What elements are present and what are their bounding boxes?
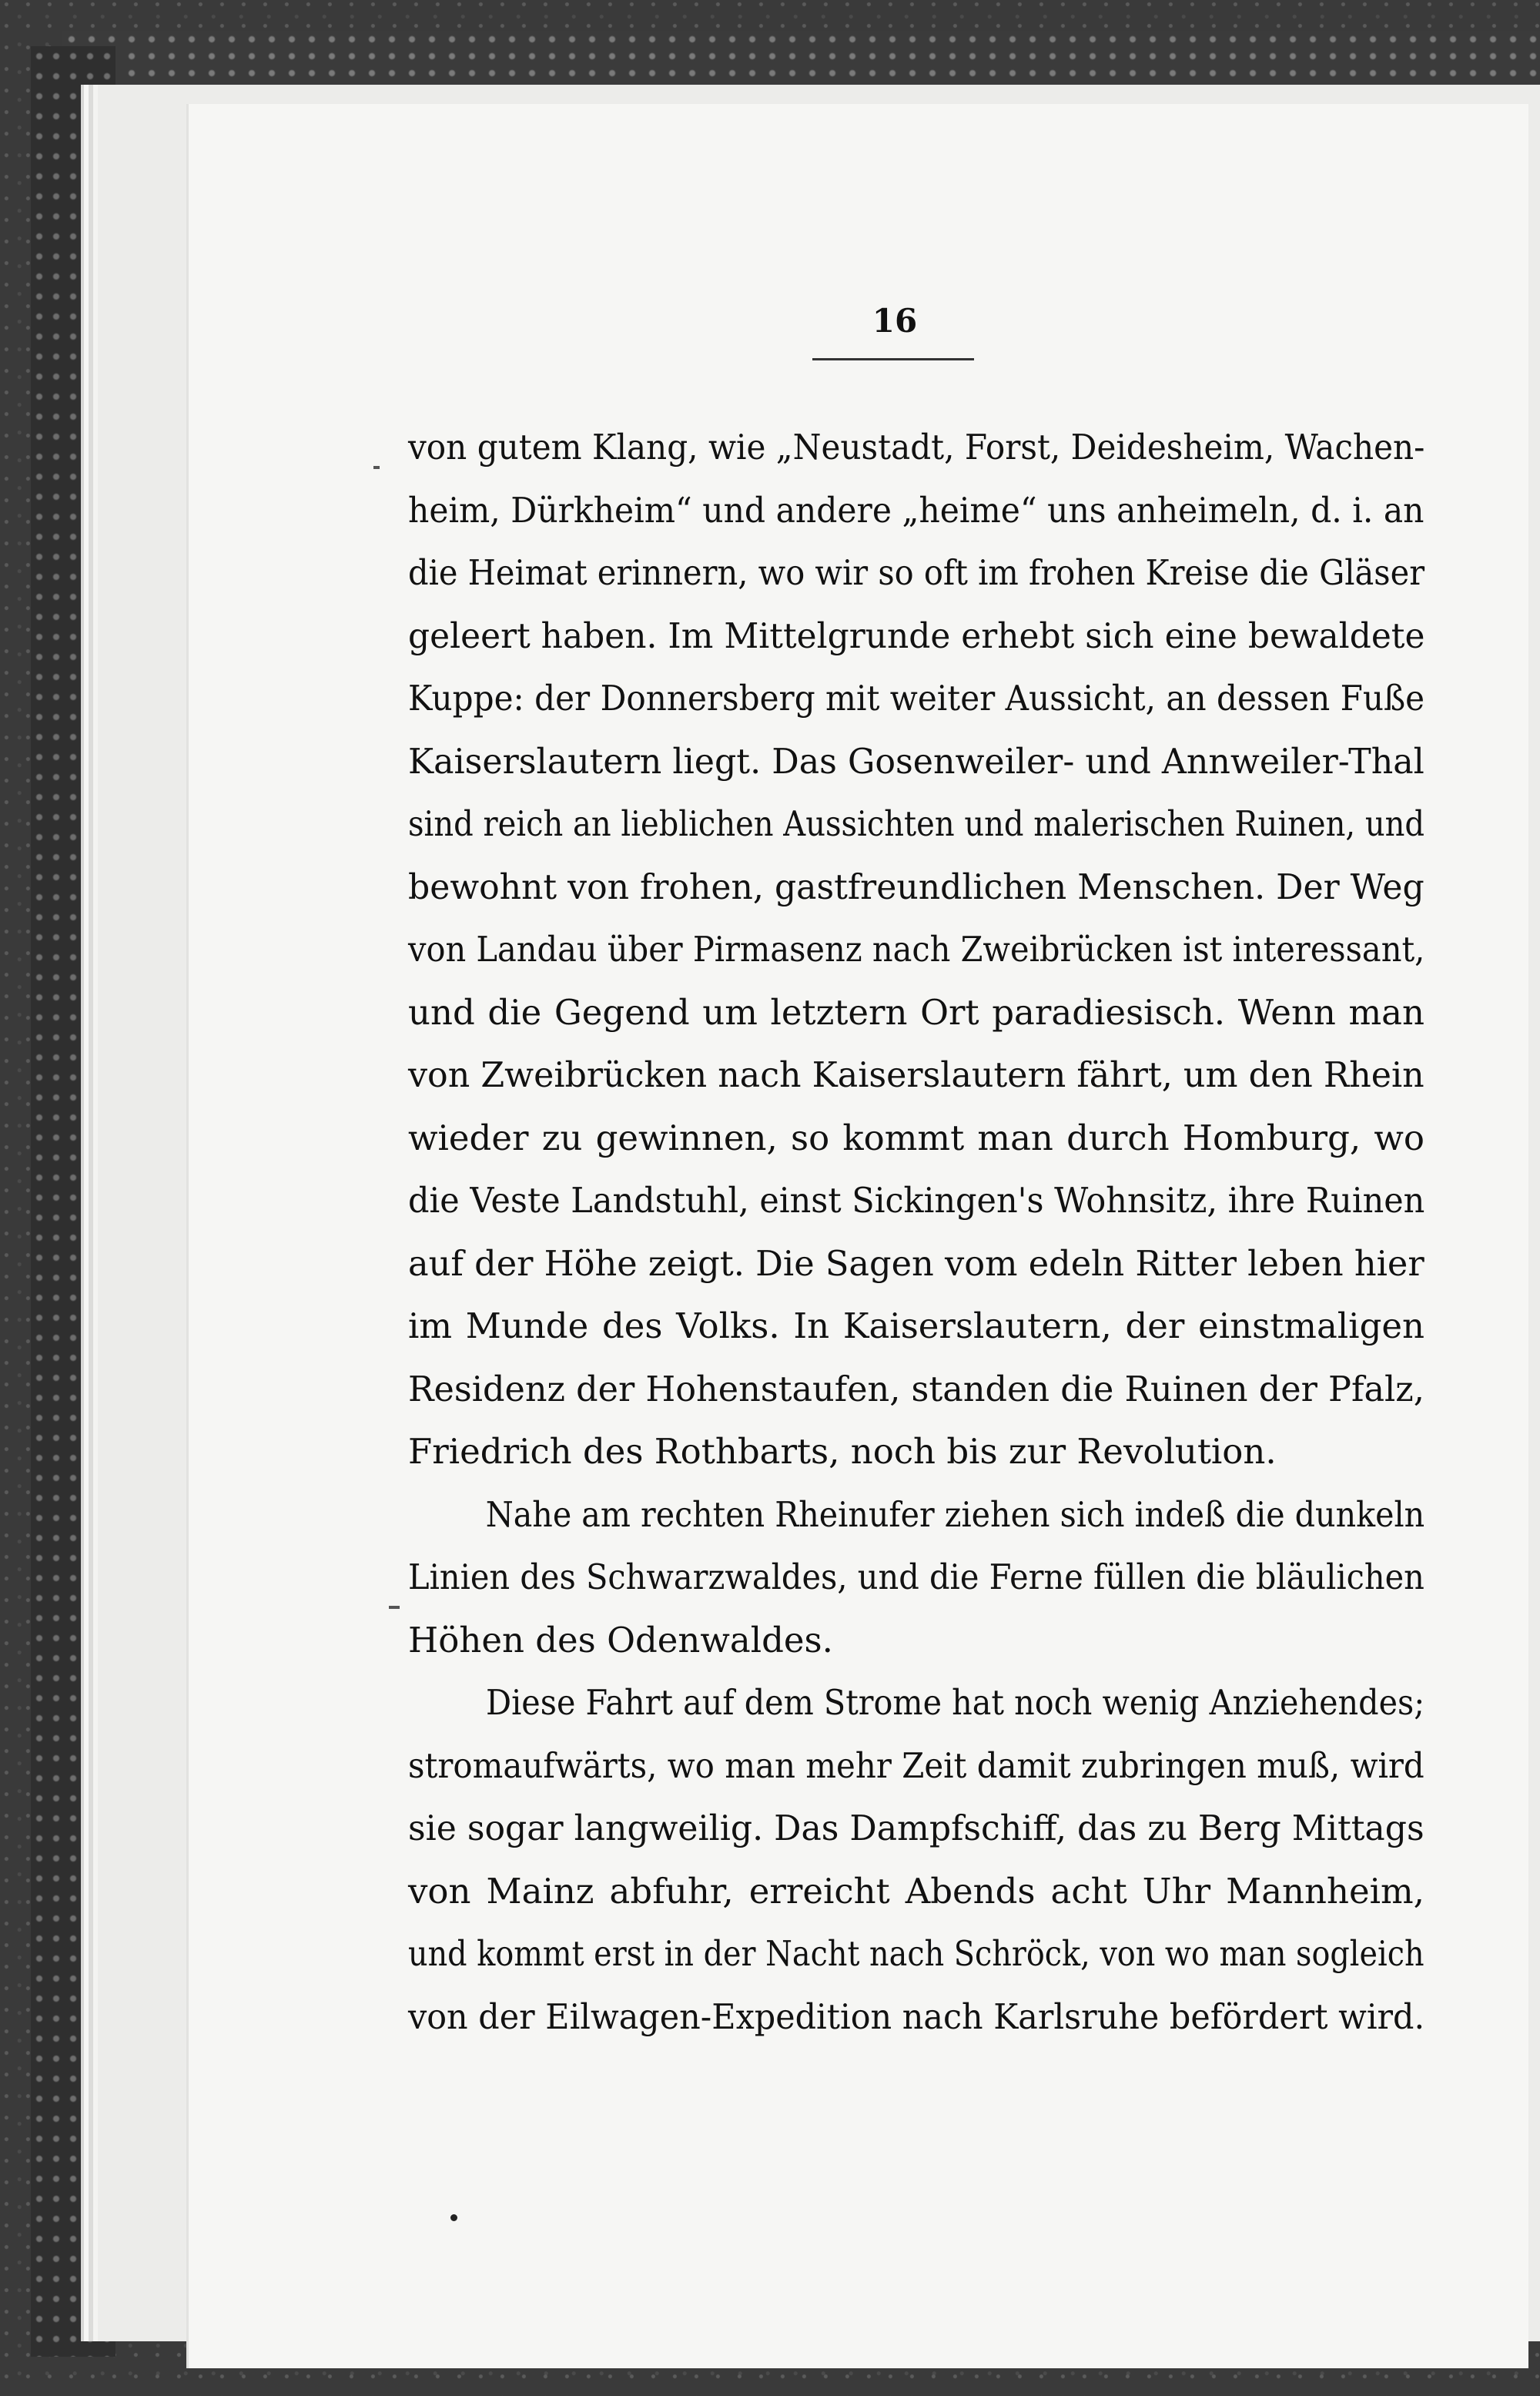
text-line: Nahe am rechten Rheinufer ziehen sich indeß die dunkeln [485, 1493, 1425, 1535]
text-line: geleert haben. Im Mittelgrunde erhebt sich eine bewaldete [408, 615, 1425, 656]
text-line: die Veste Landstuhl, einst Sickingen's Wohnsitz, ihre Ruinen [408, 1180, 1425, 1221]
text-line: stromaufwärts, wo man mehr Zeit damit zubringen muß, wird [408, 1744, 1424, 1786]
text-line: Residenz der Hohenstaufen, standen die Ruinen der Pfalz, [408, 1368, 1424, 1409]
text-line: Kuppe: der Donnersberg mit weiter Aussicht, an dessen Fuße [408, 678, 1425, 719]
text-line: und kommt erst in der Nacht nach Schröck, von wo man sogleich [408, 1933, 1424, 1974]
text-line: bewohnt von frohen, gastfreundlichen Menschen. Der Weg [408, 866, 1424, 907]
text-line: die Heimat erinnern, wo wir so oft im frohen Kreise die Gläser [408, 552, 1425, 593]
text-line: sie sogar langweilig. Das Dampfschiff, das zu Berg Mittags [408, 1808, 1424, 1848]
text-line: von Landau über Pirmasenz nach Zweibrücken ist interessant, [408, 929, 1425, 970]
text-line: von Mainz abfuhr, erreicht Abends acht Uhr Mannheim, [408, 1870, 1424, 1912]
text-line: von gutem Klang, wie „Neustadt, Forst, Deidesheim, Wachen- [408, 427, 1425, 467]
margin-mark [373, 466, 380, 469]
page-number: 16 [872, 302, 918, 340]
text-line: Diese Fahrt auf dem Strome hat noch wenig Anziehendes; [485, 1682, 1425, 1723]
text-line: von Zweibrücken nach Kaiserslautern fährt, um den Rhein [408, 1054, 1424, 1095]
text-line: heim, Dürkheim“ und andere „heime“ uns anheimeln, d. i. an [408, 489, 1424, 531]
body-text [408, 416, 1424, 2048]
text-line: Linien des Schwarzwaldes, und die Ferne füllen die bläulichen [408, 1557, 1424, 1597]
text-line: von der Eilwagen-Expedition nach Karlsruhe befördert wird. [408, 1996, 1425, 2037]
ink-speck [450, 2214, 457, 2221]
page-number-rule [812, 358, 974, 360]
text-line: wieder zu gewinnen, so kommt man durch Homburg, wo [408, 1117, 1424, 1158]
text-line: Friedrich des Rothbarts, noch bis zur Revolution. [408, 1431, 1277, 1472]
margin-mark [389, 1606, 400, 1609]
text-line: Kaiserslautern liegt. Das Gosenweiler- und Annweiler-Thal [408, 740, 1424, 782]
text-line: und die Gegend um letztern Ort paradiesisch. Wenn man [408, 991, 1424, 1033]
text-line: Höhen des Odenwaldes. [408, 1619, 833, 1660]
text-line: im Munde des Volks. In Kaiserslautern, der einstmaligen [408, 1305, 1424, 1346]
text-line: auf der Höhe zeigt. Die Sagen vom edeln Ritter leben hier [408, 1242, 1424, 1284]
text-line: sind reich an lieblichen Aussichten und malerischen Ruinen, und [408, 803, 1425, 844]
